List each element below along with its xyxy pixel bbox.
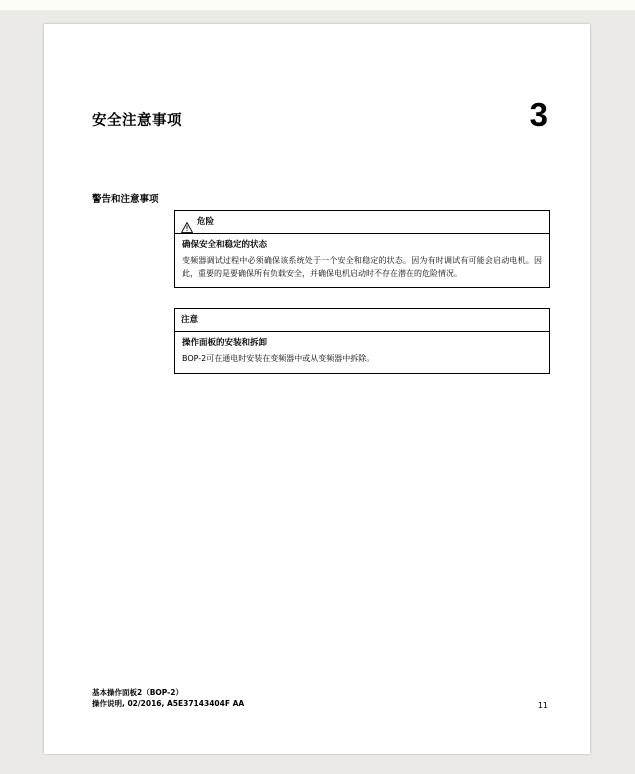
danger-notice-box [174, 210, 550, 288]
danger-notice-subtitle: 确保安全和稳定的状态 [182, 240, 268, 250]
attention-notice-subtitle: 操作面板的安装和拆卸 [182, 338, 268, 348]
footer-line-title: 基本操作面板2（BOP-2） [92, 687, 184, 697]
page-number: 11 [537, 701, 548, 710]
attention-notice-label: 注意 [181, 314, 199, 325]
attention-notice-body [175, 332, 549, 373]
document-page [44, 24, 590, 754]
danger-notice-header [175, 211, 549, 234]
footer-line-edition: 操作说明, 02/2016, A5E37143404F AA [92, 699, 245, 709]
attention-notice-box [174, 308, 550, 374]
page-footer [92, 687, 244, 710]
section-heading: 警告和注意事项 [92, 194, 159, 205]
danger-notice-body [175, 234, 549, 287]
chapter-number: 3 [529, 96, 548, 133]
page-title: 安全注意事项 [92, 113, 182, 129]
danger-notice-text: 变频器调试过程中必须确保该系统处于一个安全和稳定的状态。因为有时调试有可能会启动电机。因此，重要的是要确保所有负载安全，并确保电机启动时不存在潜在的危险情况。 [182, 256, 542, 278]
viewer-top-strip [0, 0, 635, 10]
page-content [44, 24, 590, 754]
warning-triangle-icon [181, 218, 193, 229]
danger-notice-label: 危险 [197, 216, 215, 227]
attention-notice-header [175, 309, 549, 332]
attention-notice-text: BOP-2可在通电时安装在变频器中或从变频器中拆除。 [182, 354, 375, 364]
